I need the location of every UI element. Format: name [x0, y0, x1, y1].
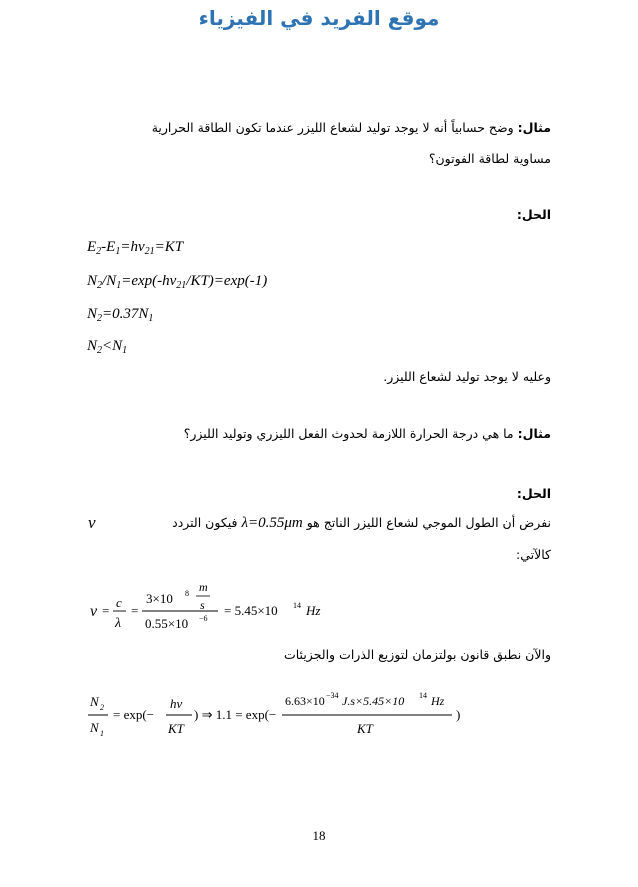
equals-1: = [102, 603, 110, 618]
kt-2: KT [357, 721, 373, 736]
solution2-line2: كالآتي: [516, 547, 551, 562]
denominator-exponent: −6 [199, 614, 208, 623]
equation-population-ratio: $N_2/N_1=\exp(-h\nu_{21}/KT)=\exp(-1)$ [87, 273, 268, 291]
exp-implies: ) ⇒ 1.1 = exp(− [194, 707, 277, 722]
h-nu: hν [170, 696, 183, 711]
example2-label: مثال: [517, 426, 551, 441]
hz-unit: Hz [431, 694, 445, 708]
example2-question-text: ما هي درجة الحرارة اللازمة لحدوث الفعل الليزري وتوليد الليزر؟ [183, 426, 518, 441]
denominator-value: 0.55×10 [145, 616, 189, 631]
equation-energy: $E_2-E_1=h\nu_{21}=KT$ [87, 239, 184, 257]
result-unit: Hz [306, 603, 321, 618]
planck-value: 6.63×10 [285, 694, 325, 708]
solution2-line1-text-b: فيكون التردد [172, 515, 238, 530]
example1-question-line2: مساوية لطاقة الفوتون؟ [428, 151, 551, 166]
page-number: 18 [312, 828, 326, 843]
numerator-value: 3×10 [146, 591, 173, 606]
example1-question-text: وضح حسابياً أنه لا يوجد توليد لشعاع الليزر عندما تكون الطاقة الحرارية [151, 120, 518, 135]
nu-symbol: ν [90, 603, 98, 620]
n2-subscript: 2 [100, 703, 104, 712]
frequency-symbol: ν [88, 513, 96, 532]
example1-question-line1 [152, 120, 551, 135]
boltzmann-formula [82, 680, 482, 746]
numerator-exponent: 8 [185, 589, 189, 598]
solution1-conclusion: وعليه لا يوجد توليد لشعاع الليزر. [383, 369, 551, 384]
planck-exponent: −34 [326, 691, 339, 700]
close-paren: ) [456, 707, 461, 722]
frequency-exponent: 14 [419, 691, 427, 700]
equals-2: = [131, 603, 139, 618]
equation-population-inequality: $N_2<N_1$ [87, 338, 128, 356]
n1-subscript: 1 [100, 729, 104, 738]
solution2-line1 [172, 515, 551, 532]
site-title: موقع الفريد في الفيزياء [198, 6, 440, 30]
wavelength-value: λ=0.55μm [241, 515, 303, 531]
boltzmann-intro: والآن نطبق قانون بولتزمان لتوزيع الذرات والجزيئات [283, 647, 551, 662]
n1-symbol: N [90, 720, 99, 735]
frequency-product: J.s×5.45×10 [342, 694, 405, 708]
n2-symbol: N [90, 694, 99, 709]
result-exponent: 14 [293, 601, 301, 610]
exp-open: = exp(− [113, 707, 155, 722]
kt-1: KT [168, 721, 184, 736]
frequency-formula [80, 572, 340, 638]
frequency-result: = 5.45×10 [224, 603, 278, 618]
unit-m: m [199, 580, 208, 594]
example2-question [184, 426, 551, 441]
solution1-label: الحل: [516, 207, 551, 222]
solution2-line1-text-a: نفرض أن الطول الموجي لشعاع الليزر الناتج هو [306, 515, 551, 530]
equation-population-value: $N_2=0.37N_1$ [87, 306, 154, 324]
example1-label: مثال: [517, 120, 551, 135]
solution2-label: الحل: [516, 486, 551, 501]
unit-s: s [200, 598, 205, 612]
lambda-symbol: λ [115, 616, 122, 631]
c-symbol: c [116, 595, 122, 610]
